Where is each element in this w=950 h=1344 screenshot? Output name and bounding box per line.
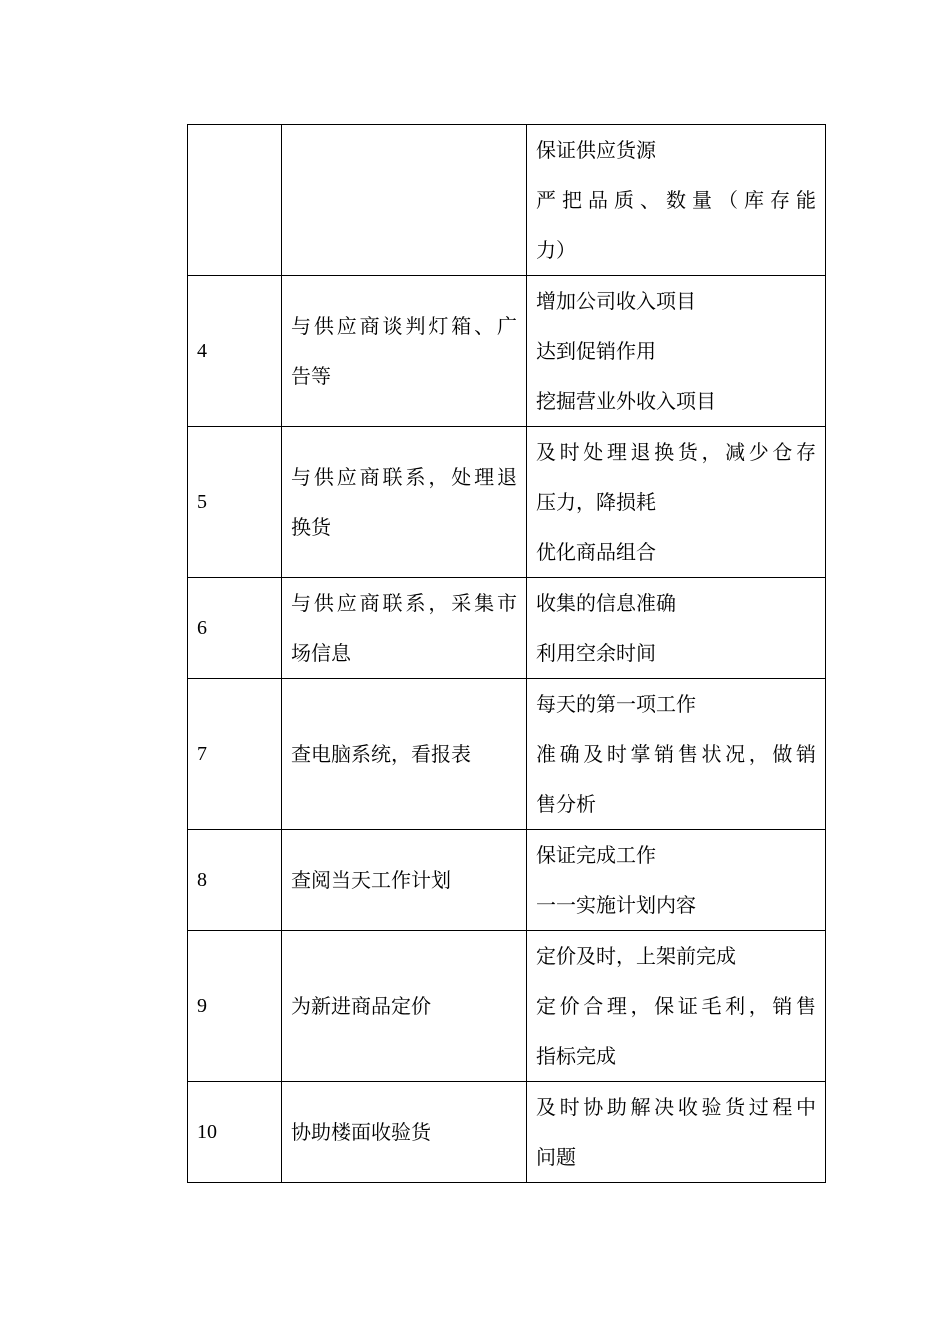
- task-line: 场信息: [291, 641, 351, 665]
- row-number-cell: [188, 830, 282, 931]
- goal-line: 严把品质、数量（库存能: [536, 188, 816, 212]
- task-line: 与供应商谈判灯箱、广: [291, 314, 517, 338]
- goal-line: 定价及时，上架前完成: [536, 944, 736, 968]
- table-row: [188, 931, 826, 1082]
- task-cell: [282, 578, 527, 679]
- goal-line: 优化商品组合: [536, 540, 656, 564]
- goal-line: 指标完成: [536, 1044, 616, 1068]
- task-cell: [282, 830, 527, 931]
- goal-line: 压力，降损耗: [536, 490, 656, 514]
- task-line: 与供应商联系，采集市: [291, 591, 517, 615]
- goal-cell: [527, 578, 826, 679]
- table-row: [188, 427, 826, 578]
- goal-line: 利用空余时间: [536, 641, 656, 665]
- task-line: 与供应商联系，处理退: [291, 465, 517, 489]
- goal-cell: [527, 276, 826, 427]
- row-number: 7: [197, 743, 207, 765]
- goal-cell: [527, 427, 826, 578]
- task-line: 协助楼面收验货: [291, 1120, 431, 1144]
- table-row: [188, 125, 826, 276]
- table-row: [188, 830, 826, 931]
- row-number-cell: [188, 427, 282, 578]
- table-row: [188, 679, 826, 830]
- goal-line: 保证供应货源: [536, 138, 656, 162]
- goal-line: 保证完成工作: [536, 843, 656, 867]
- goal-cell: [527, 931, 826, 1082]
- task-line: 换货: [291, 515, 331, 539]
- row-number-cell: [188, 276, 282, 427]
- task-cell: [282, 125, 527, 276]
- goal-cell: [527, 1082, 826, 1183]
- task-line: 为新进商品定价: [291, 994, 431, 1018]
- row-number: 5: [197, 491, 207, 513]
- goal-line: 准确及时掌销售状况，做销: [536, 742, 816, 766]
- row-number-cell: [188, 1082, 282, 1183]
- row-number: 6: [197, 617, 207, 639]
- task-cell: [282, 679, 527, 830]
- goal-line: 问题: [536, 1145, 576, 1169]
- goal-line: 挖掘营业外收入项目: [536, 389, 716, 413]
- goal-cell: [527, 830, 826, 931]
- goal-line: 一一实施计划内容: [536, 893, 696, 917]
- duty-table: [187, 124, 826, 1183]
- goal-line: 达到促销作用: [536, 339, 656, 363]
- table-row: [188, 578, 826, 679]
- task-line: 查电脑系统，看报表: [291, 742, 471, 766]
- task-line: 告等: [291, 364, 331, 388]
- row-number-cell: [188, 931, 282, 1082]
- task-cell: [282, 427, 527, 578]
- goal-line: 定价合理，保证毛利，销售: [536, 994, 816, 1018]
- table-row: [188, 1082, 826, 1183]
- task-line: 查阅当天工作计划: [291, 868, 451, 892]
- row-number-cell: [188, 578, 282, 679]
- goal-cell: [527, 125, 826, 276]
- goal-cell: [527, 679, 826, 830]
- goal-line: 及时协助解决收验货过程中: [536, 1095, 816, 1119]
- task-cell: [282, 931, 527, 1082]
- goal-line: 每天的第一项工作: [536, 692, 696, 716]
- row-number-cell: [188, 679, 282, 830]
- table-body: [188, 125, 826, 1183]
- goal-line: 收集的信息准确: [536, 591, 676, 615]
- row-number: 8: [197, 869, 207, 891]
- task-cell: [282, 276, 527, 427]
- row-number: 4: [197, 340, 207, 362]
- task-cell: [282, 1082, 527, 1183]
- goal-line: 及时处理退换货，减少仓存: [536, 440, 816, 464]
- goal-line: 增加公司收入项目: [536, 289, 696, 313]
- row-number-cell: [188, 125, 282, 276]
- row-number: 10: [197, 1121, 217, 1143]
- goal-line: 售分析: [536, 792, 596, 816]
- goal-line: 力）: [536, 238, 576, 262]
- table-row: [188, 276, 826, 427]
- row-number: 9: [197, 995, 207, 1017]
